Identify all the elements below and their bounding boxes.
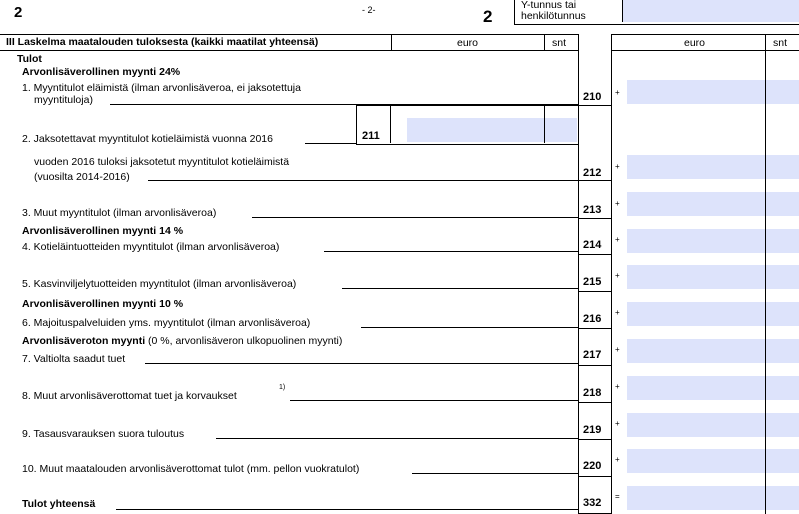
row-332-code: 332 [583,497,602,509]
col-snt-left: snt [552,37,567,49]
id-label-line1: Y-tunnus tai [521,0,577,11]
row-218-euro-field[interactable] [627,376,765,400]
col-euro-right: euro [684,37,706,49]
row-216-euro-field[interactable] [627,302,765,326]
vat0-heading: Arvonlisäveroton myynti (0 %, arvonlisäveron ulkopuolinen myynti) [22,335,343,347]
row-220-sign: + [615,455,620,464]
row-214-label: 4. Kotieläintuotteiden myyntitulot (ilman arvonlisäveroa) [22,241,280,253]
row-210-label-2: myyntituloja) [34,94,93,106]
row-210-label: 1. Myyntitulot eläimistä (ilman arvonlisäveroa, ei jaksotettuja [22,82,301,94]
row-216-code: 216 [583,313,602,325]
row-217-sign: + [615,345,620,354]
section-title: III Laskelma maatalouden tuloksesta (kaikki maatilat yhteensä) [6,36,319,48]
row-217-euro-field[interactable] [627,339,765,363]
row-217-snt-field[interactable] [766,339,799,363]
row-216-sign: + [615,308,620,317]
row-219-label: 9. Tasausvarauksen suora tuloutus [22,428,185,440]
vat10-heading: Arvonlisäverollinen myynti 10 % [22,298,184,310]
row-218-snt-field[interactable] [766,376,799,400]
row-218-footnote: 1) [279,384,286,391]
page-number-right: 2 [483,7,493,26]
row-212-label: vuoden 2016 tuloksi jaksotetut myyntitulot kotieläimistä [34,156,290,168]
row-215-code: 215 [583,276,602,288]
row-220-code: 220 [583,460,602,472]
row-332-euro-field[interactable] [627,486,765,510]
page-number-left: 2 [14,4,23,21]
total-label: Tulot yhteensä [22,498,96,510]
row-219-snt-field[interactable] [766,413,799,437]
row-211-euro-field[interactable] [407,118,544,142]
row-210-euro-field[interactable] [627,80,765,104]
row-213-sign: + [615,199,620,208]
row-212-label-2: (vuosilta 2014-2016) [34,171,130,183]
id-field[interactable] [622,0,799,22]
row-213-euro-field[interactable] [627,192,765,216]
row-214-sign: + [615,235,620,244]
row-218-label: 8. Muut arvonlisäverottomat tuet ja korvaukset [22,390,237,402]
page-number-center: - 2- [362,5,376,15]
row-217-code: 217 [583,349,602,361]
tulot-heading: Tulot [17,53,42,65]
row-215-snt-field[interactable] [766,265,799,289]
row-215-label: 5. Kasvinviljelytuotteiden myyntitulot (ilman arvonlisäveroa) [22,278,297,290]
row-213-label: 3. Muut myyntitulot (ilman arvonlisäveroa) [22,207,217,219]
row-219-euro-field[interactable] [627,413,765,437]
col-snt-right: snt [773,37,788,49]
row-214-code: 214 [583,239,602,251]
row-332-sign: = [615,492,620,501]
vat24-heading: Arvonlisäverollinen myynti 24% [22,66,181,78]
row-211-code: 211 [362,130,380,142]
row-220-label: 10. Muut maatalouden arvonlisäverottomat tulot (mm. pellon vuokratulot) [22,463,360,475]
row-214-snt-field[interactable] [766,229,799,253]
row-218-sign: + [615,382,620,391]
row-215-euro-field[interactable] [627,265,765,289]
row-214-euro-field[interactable] [627,229,765,253]
row-215-sign: + [615,271,620,280]
row-210-snt-field[interactable] [766,80,799,104]
row-213-snt-field[interactable] [766,192,799,216]
row-219-code: 219 [583,424,602,436]
row-210-sign: + [615,88,620,97]
row-217-label: 7. Valtiolta saadut tuet [22,353,126,365]
row-218-code: 218 [583,387,602,399]
row-216-label: 6. Majoituspalveluiden yms. myyntitulot (ilman arvonlisäveroa) [22,317,311,329]
id-label-line2: henkilötunnus [521,10,586,22]
row-212-snt-field[interactable] [766,155,799,179]
row-211-label: 2. Jaksotettavat myyntitulot kotieläimistä vuonna 2016 [22,133,273,145]
row-212-sign: + [615,162,620,171]
row-213-code: 213 [583,204,602,216]
row-332-snt-field[interactable] [766,486,799,510]
row-219-sign: + [615,419,620,428]
row-212-euro-field[interactable] [627,155,765,179]
row-210-code: 210 [583,91,602,103]
row-220-euro-field[interactable] [627,449,765,473]
row-211-snt-field[interactable] [545,118,577,142]
row-220-snt-field[interactable] [766,449,799,473]
row-212-code: 212 [583,167,602,179]
vat14-heading: Arvonlisäverollinen myynti 14 % [22,225,184,237]
row-216-snt-field[interactable] [766,302,799,326]
col-euro-left: euro [457,37,479,49]
